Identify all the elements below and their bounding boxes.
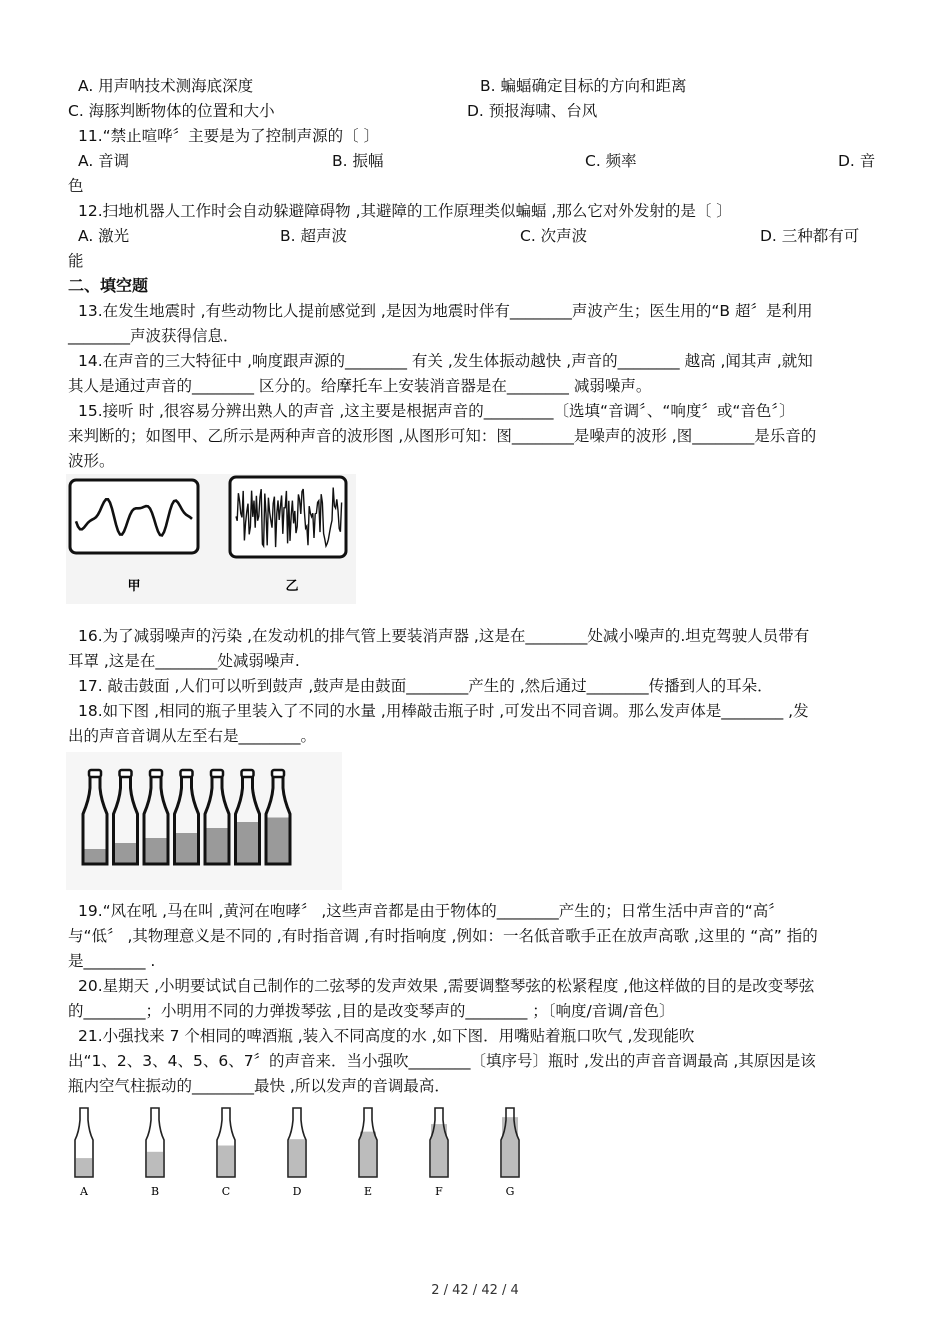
- bottle-label: A: [80, 1185, 88, 1198]
- bottle-water: [237, 822, 259, 864]
- bottle-label: C: [221, 1185, 231, 1198]
- q19-line1: 19.“风在吼 ,马在叫 ,黄河在咆哮〞 ,这些声音都是由于物体的________产生的；日常生活中声音的“高〞: [78, 902, 784, 920]
- bottle-cap: [89, 770, 101, 777]
- bottle-cap: [181, 770, 193, 777]
- bottle-cap: [272, 770, 284, 777]
- bottle-cap: [242, 770, 254, 777]
- bottle-water: [218, 1146, 234, 1178]
- q10-option-d: D. 预报海啸、台风: [467, 102, 598, 120]
- q13-line2: ________声波获得信息．: [68, 327, 239, 345]
- bottle-q21: [75, 1108, 93, 1198]
- q11-option-b: B. 振幅: [332, 152, 384, 170]
- bottles-figure-q18: [66, 752, 342, 890]
- bottle-cap: [211, 770, 223, 777]
- bottle-label: G: [505, 1185, 515, 1198]
- bottle-q21: [501, 1108, 519, 1198]
- section-heading: 二、填空题: [68, 276, 149, 295]
- q14-line1: 14.在声音的三大特征中 ,响度跟声源的________ 有关 ,发生体振动越快 ,声音的________ 越高 ,闻其声 ,就知: [78, 352, 813, 370]
- q12-option-c: C. 次声波: [520, 227, 588, 245]
- q12-stem: 12.扫地机器人工作时会自动躲避障碍物 ,其避障的工作原理类似蝙蝠 ,那么它对外发射的是〔 〕: [78, 202, 732, 220]
- q20-line1: 20.星期天 ,小明要试试自己制作的二弦琴的发声效果 ,需要调整琴弦的松紧程度 ,他这样做的目的是改变琴弦: [78, 977, 815, 995]
- bottle-water: [360, 1132, 376, 1177]
- q21-line3: 瓶内空气柱振动的________最快 ,所以发声的音调最高．: [68, 1077, 450, 1095]
- bottle-water: [115, 843, 137, 864]
- q12-option-a: A. 激光: [78, 227, 130, 245]
- bottle-water: [145, 838, 167, 864]
- fig-label-a: 甲: [127, 579, 141, 594]
- q12-option-d-cont: 能: [68, 252, 84, 270]
- bottle-q21: [217, 1108, 235, 1198]
- bottle-water: [76, 1158, 92, 1177]
- q15-line2: 来判断的；如图甲、乙所示是两种声音的波形图 ,从图形可知：图________是噪声的波形 ,图________是乐音的: [68, 427, 817, 445]
- bottle-water: [147, 1152, 163, 1177]
- waveform-frame-a: [70, 480, 198, 553]
- q12-option-b: B. 超声波: [280, 227, 347, 245]
- q21-line2: 出“1、2、3、4、5、6、7〞的声音来．当小强吹________〔填序号〕瓶时 ,发出的声音音调最高 ,其原因是该: [68, 1052, 816, 1070]
- q11-stem: 11.“禁止喧哗〞主要是为了控制声源的〔 〕: [78, 127, 380, 145]
- q15-line1: 15.接听 时 ,很容易分辨出熟人的声音 ,这主要是根据声音的_________〔选填“音调〞、“响度〞或“音色〞〕: [78, 402, 795, 420]
- bottle-water: [267, 818, 289, 865]
- q12-option-d: D. 三种都有可: [760, 227, 860, 245]
- q11-option-d-cont: 色: [68, 177, 84, 195]
- q11-option-a: A. 音调: [78, 152, 130, 170]
- q11-option-d: D. 音: [838, 152, 876, 170]
- q10-option-c: C. 海豚判断物体的位置和大小: [68, 102, 275, 120]
- bottle-water: [206, 828, 228, 864]
- bottle-q21: [288, 1108, 306, 1198]
- bottle-q21: [430, 1108, 448, 1198]
- page-footer: 2 / 42 / 42 / 4: [431, 1283, 519, 1298]
- bottle-cap: [150, 770, 162, 777]
- waveform-figure: [66, 474, 356, 604]
- q16-line1: 16.为了减弱噪声的污染 ,在发动机的排气管上要装消声器 ,这是在________处减小噪声的.坦克驾驶人员带有: [78, 627, 810, 645]
- q10-option-a: A. 用声呐技术测海底深度: [78, 77, 254, 95]
- q18-line2: 出的声音音调从左至右是________。: [68, 727, 317, 745]
- q15-line3: 波形。: [68, 452, 115, 470]
- bottle-label: B: [150, 1185, 160, 1198]
- bottle-water: [176, 833, 198, 864]
- q13-line1: 13.在发生地震时 ,有些动物比人提前感觉到 ,是因为地震时伴有________声波产生；医生用的“B 超〞是利用: [78, 302, 813, 320]
- bottles-figure-q21: [62, 1102, 542, 1202]
- bottle-cap: [120, 770, 132, 777]
- q19-line3: 是________ .: [68, 952, 156, 970]
- q10-option-b: B. 蝙蝠确定目标的方向和距离: [480, 77, 687, 95]
- q11-option-c: C. 频率: [585, 152, 637, 170]
- bottle-label: F: [435, 1185, 443, 1198]
- q20-line2: 的________；小明用不同的力弹拨琴弦 ,目的是改变琴声的________ ；〔响度/音调/音色〕: [68, 1002, 675, 1020]
- q14-line2: 其人是通过声音的________ 区分的。给摩托车上安装消音器是在________ 减弱噪声。: [68, 377, 652, 395]
- bottle-q21: [146, 1108, 164, 1198]
- q16-line2: 耳罩 ,这是在________处减弱噪声.: [68, 652, 300, 670]
- q18-line1: 18.如下图 ,相同的瓶子里装入了不同的水量 ,用棒敲击瓶子时 ,可发出不同音调。那么发声体是________ ,发: [78, 702, 809, 720]
- bottle-label: E: [363, 1185, 373, 1198]
- bottle-water: [502, 1117, 518, 1177]
- q21-line1: 21.小强找来 7 个相同的啤酒瓶 ,装入不同高度的水 ,如下图．用嘴贴着瓶口吹气 ,发现能吹: [78, 1027, 695, 1045]
- bottle-water: [289, 1139, 305, 1177]
- q17-line1: 17. 敲击鼓面 ,人们可以听到鼓声 ,鼓声是由鼓面________产生的 ,然后通过________传播到人的耳朵．: [78, 677, 773, 695]
- bottle-label: D: [292, 1185, 302, 1198]
- q19-line2: 与“低〞 ,其物理意义是不同的 ,有时指音调 ,有时指响度 ,例如：一名低音歌手正在放声高歌 ,这里的 “高” 指的: [68, 927, 818, 945]
- fig-label-b: 乙: [285, 579, 299, 594]
- bottle-water: [84, 849, 106, 864]
- bottle-q21: [359, 1108, 377, 1198]
